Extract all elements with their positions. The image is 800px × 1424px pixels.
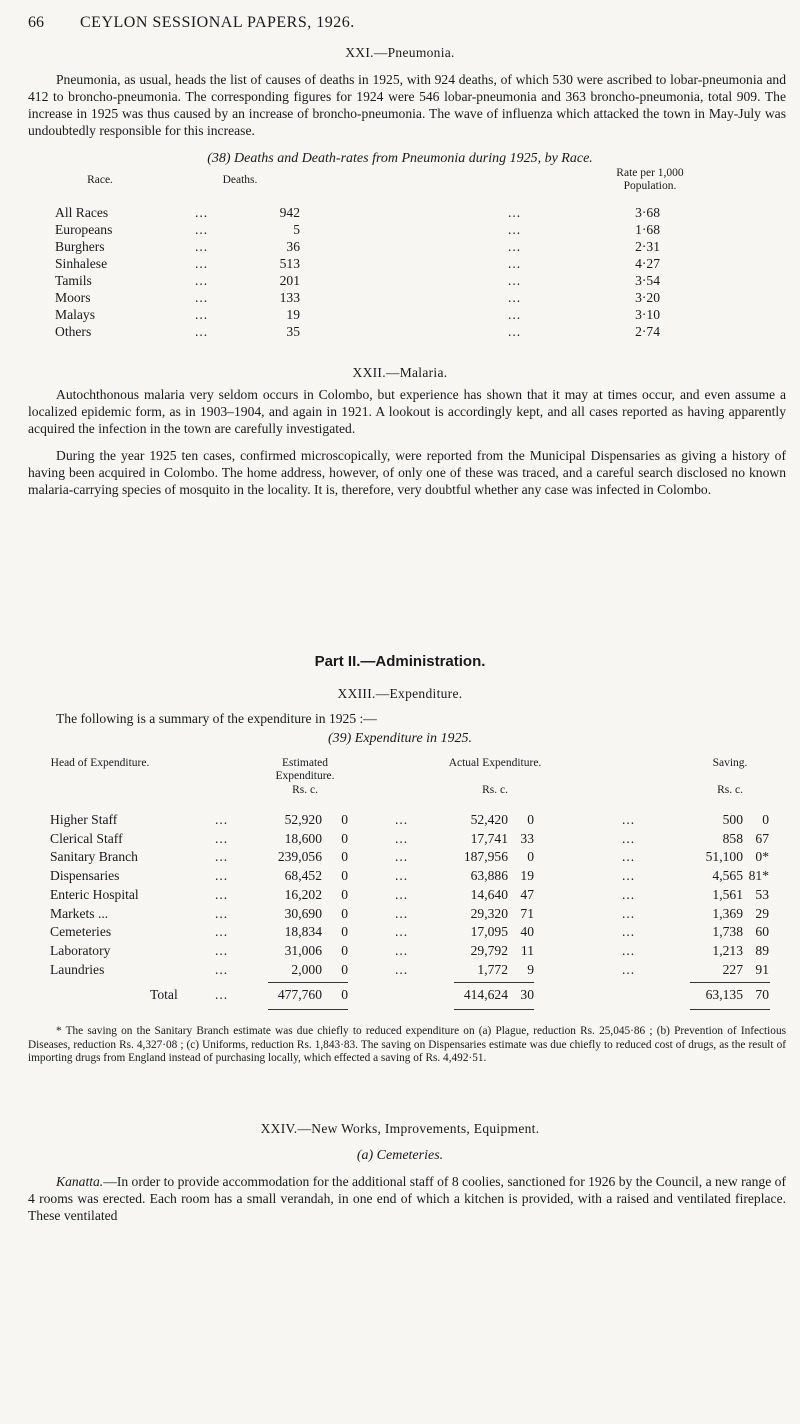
pneumonia-table-title: (38) Deaths and Death-rates from Pneumonia during 1925, by Race.: [207, 151, 593, 166]
row-dots: ...: [622, 961, 636, 977]
expenditure-table-row: [0, 906, 800, 923]
act-rs-cell: 52,420: [470, 812, 508, 827]
act-rs-cell: 63,886: [470, 868, 508, 884]
subtotal-rule-actual: [454, 982, 534, 983]
act-c-cell: 47: [520, 886, 534, 902]
expenditure-footnote: * The saving on the Sanitary Branch estimate was due chiefly to reduced expenditure on (a) Plague, reduction Rs. 25,045·86 ; (b) Prevention of Infectious Diseases, reduction Rs. 4,327·08 ; (c) Uniforms, reduction Rs. 1,843·83. The saving on Dispensaries estimate was due chiefly to reduced cost of drugs, as the result of importing drugs from England instead of purchasing locally, which effected a saving of Rs. 4,492·51.: [28, 1025, 786, 1064]
act-c-cell: 9: [527, 961, 534, 977]
head-cell: Laboratory: [50, 942, 111, 958]
row-dots: ...: [195, 222, 209, 237]
expenditure-table-row: [0, 849, 800, 866]
row-dots: ...: [622, 942, 636, 958]
act-c-cell: 40: [520, 924, 534, 940]
sav-c-cell: 60: [755, 924, 769, 940]
row-dots: ...: [195, 324, 209, 339]
act-rs-cell: 14,640: [470, 886, 508, 902]
col-estimated: Estimated Expenditure.: [275, 757, 335, 782]
head-cell: Dispensaries: [50, 868, 120, 884]
row-dots: ...: [622, 905, 636, 921]
expenditure-table-row: [0, 887, 800, 904]
expenditure-table-row: [0, 812, 800, 829]
head-cell: Sanitary Branch: [50, 849, 138, 865]
pneumonia-table-row: [0, 273, 800, 290]
act-rs-cell: 187,956: [463, 849, 508, 865]
rate-cell: 3·20: [635, 290, 660, 305]
malaria-paragraph-1: Autochthonous malaria very seldom occurs in Colombo, but experience has shown that it may at times occur, and even assume a localized epidemic form, as in 1903–1904, and again in 1921. A lookout is accordingly kept, and all cases reported as having apparently acquired the infection in the town are carefully investigated.: [28, 387, 786, 436]
rate-cell: 2·31: [635, 239, 660, 254]
row-dots: ...: [622, 830, 636, 846]
est-rs-cell: 68,452: [284, 868, 322, 884]
total-act-c: 30: [520, 987, 534, 1002]
row-dots: ...: [215, 812, 229, 827]
expenditure-table-row: [0, 831, 800, 848]
col-actual: Actual Expenditure.: [448, 757, 542, 769]
row-dots: ...: [195, 307, 209, 322]
expenditure-heading: XXIII.—Expenditure.: [337, 686, 463, 701]
total-sav-c: 70: [755, 987, 769, 1002]
pneumonia-table-row: [0, 205, 800, 222]
total-est-c: 0: [341, 987, 348, 1002]
row-dots: ...: [508, 273, 522, 288]
kanatta-paragraph: [28, 1173, 786, 1224]
total-sav-rs: 63,135: [705, 987, 743, 1002]
head-cell: Enteric Hospital: [50, 886, 139, 902]
expenditure-intro: The following is a summary of the expenditure in 1925 :—: [56, 711, 377, 726]
pneumonia-col-rate: Rate per 1,000 Population.: [616, 167, 684, 192]
sav-rs-cell: 4,565: [712, 868, 743, 884]
est-c-cell: 0: [341, 905, 348, 921]
pneumonia-paragraph: Pneumonia, as usual, heads the list of causes of deaths in 1925, with 924 deaths, of which 530 were ascribed to lobar-pneumonia and 412 to broncho-pneumonia. The corresponding figures for 1924 were 546 lobar-pneumonia and 363 broncho-pneumonia, total 909. The increase in 1925 was thus caused by an increase of broncho-pneumonia. The wave of influenza which attacked the town in May-July was undoubtedly responsible for this increase.: [28, 72, 786, 138]
est-rs-cell: 30,690: [284, 905, 322, 921]
row-dots: ...: [195, 239, 209, 254]
malaria-paragraph-2: During the year 1925 ten cases, confirmed microscopically, were reported from the Municipal Dispensaries as giving a history of having been acquired in Colombo. The home address, however, of only one of these was traced, and a careful search disclosed no known malaria-carrying species of mosquito in the locality. It is, therefore, very doubtful whether any case was infected in Colombo.: [28, 448, 786, 497]
running-title: CEYLON SESSIONAL PAPERS, 1926.: [80, 14, 355, 31]
race-cell: Tamils: [55, 273, 92, 288]
race-cell: Moors: [55, 290, 91, 305]
est-c-cell: 0: [341, 812, 348, 827]
rate-cell: 3·10: [635, 307, 660, 322]
row-dots: ...: [195, 273, 209, 288]
row-dots: ...: [215, 886, 229, 902]
deaths-cell: 35: [286, 324, 300, 339]
col-saving: Saving.: [712, 757, 748, 769]
act-rs-cell: 17,095: [470, 924, 508, 940]
act-c-cell: 71: [520, 905, 534, 921]
row-dots: ...: [395, 849, 409, 865]
row-dots: ...: [622, 812, 636, 827]
sav-c-cell: 0*: [755, 849, 769, 865]
rate-cell: 3·68: [635, 205, 660, 220]
est-c-cell: 0: [341, 942, 348, 958]
total-rule-saving: [690, 1009, 770, 1010]
pneumonia-table-row: [0, 222, 800, 239]
sav-rs-cell: 1,561: [712, 886, 743, 902]
row-dots: ...: [395, 905, 409, 921]
est-rs-cell: 18,834: [284, 924, 322, 940]
deaths-cell: 19: [286, 307, 300, 322]
total-rule-actual: [454, 1009, 534, 1010]
head-cell: Laundries: [50, 961, 105, 977]
row-dots: ...: [508, 307, 522, 322]
sav-rs-cell: 227: [722, 961, 743, 977]
row-dots: ...: [395, 961, 409, 977]
act-c-cell: 19: [520, 868, 534, 884]
subtotal-rule-saving: [690, 982, 770, 983]
sav-c-cell: 89: [755, 942, 769, 958]
sav-rs-cell: 51,100: [705, 849, 743, 865]
act-c-cell: 11: [520, 942, 534, 958]
sav-c-cell: 67: [755, 830, 769, 846]
est-c-cell: 0: [341, 868, 348, 884]
est-rs-cell: 239,056: [277, 849, 322, 865]
est-c-cell: 0: [341, 886, 348, 902]
race-cell: Europeans: [55, 222, 113, 237]
expenditure-total-row: [0, 987, 800, 1004]
race-cell: Others: [55, 324, 92, 339]
row-dots: ...: [195, 256, 209, 271]
total-est-rs: 477,760: [277, 987, 322, 1002]
rate-cell: 2·74: [635, 324, 660, 339]
row-dots: ...: [395, 812, 409, 827]
deaths-cell: 36: [286, 239, 300, 254]
pneumonia-table-row: [0, 307, 800, 324]
total-act-rs: 414,624: [463, 987, 508, 1002]
row-dots: ...: [215, 868, 229, 884]
row-dots: ...: [508, 290, 522, 305]
act-rs-cell: 1,772: [477, 961, 508, 977]
act-rs-cell: 29,792: [470, 942, 508, 958]
row-dots: ...: [622, 924, 636, 940]
row-dots: ...: [508, 205, 522, 220]
head-cell: Clerical Staff: [50, 830, 123, 846]
row-dots: ...: [395, 924, 409, 940]
est-rs-cell: 2,000: [291, 961, 322, 977]
expenditure-table-row: [0, 924, 800, 941]
expenditure-table-title: (39) Expenditure in 1925.: [327, 731, 473, 746]
expenditure-table-row: [0, 962, 800, 979]
pneumonia-table-row: [0, 324, 800, 341]
unit-saving: Rs. c.: [717, 784, 743, 796]
deaths-cell: 942: [279, 205, 300, 220]
col-head-of-expenditure: Head of Expenditure.: [50, 757, 150, 769]
part-two-title: Part II.—Administration.: [314, 653, 486, 670]
pneumonia-table-row: [0, 290, 800, 307]
rate-cell: 4·27: [635, 256, 660, 271]
deaths-cell: 133: [279, 290, 300, 305]
row-dots: ...: [195, 290, 209, 305]
page-header: [28, 14, 772, 36]
act-rs-cell: 29,320: [470, 905, 508, 921]
pneumonia-table-row: [0, 239, 800, 256]
sav-c-cell: 81*: [748, 868, 769, 884]
rate-cell: 1·68: [635, 222, 660, 237]
expenditure-table-row: [0, 868, 800, 885]
sav-rs-cell: 1,369: [712, 905, 743, 921]
row-dots: ...: [508, 222, 522, 237]
pneumonia-col-deaths: Deaths.: [222, 174, 258, 186]
row-dots: ...: [215, 905, 229, 921]
row-dots: ...: [622, 886, 636, 902]
row-dots: ...: [215, 961, 229, 977]
deaths-cell: 201: [279, 273, 300, 288]
race-cell: Burghers: [55, 239, 105, 254]
rate-cell: 3·54: [635, 273, 660, 288]
pneumonia-heading: XXI.—Pneumonia.: [345, 45, 455, 60]
row-dots: ...: [508, 239, 522, 254]
unit-estimated: Rs. c.: [292, 784, 318, 796]
row-dots: ...: [395, 830, 409, 846]
deaths-cell: 5: [293, 222, 300, 237]
sav-rs-cell: 1,213: [712, 942, 743, 958]
kanatta-text: —In order to provide accommodation for the additional staff of 8 coolies, sanctioned for 1926 by the Council, a new range of 4 rooms was erected. Each room has a small verandah, in one end of which a kitchen is provided, with a raised and ventilated fireplace. These ventilated: [28, 1174, 786, 1223]
row-dots: ...: [622, 849, 636, 865]
sav-rs-cell: 1,738: [712, 924, 743, 940]
new-works-heading: XXIV.—New Works, Improvements, Equipment.: [260, 1121, 540, 1136]
row-dots: ...: [395, 886, 409, 902]
kanatta-lead: Kanatta.: [56, 1174, 104, 1189]
sav-rs-cell: 858: [722, 830, 743, 846]
unit-actual: Rs. c.: [482, 784, 508, 796]
est-rs-cell: 18,600: [284, 830, 322, 846]
deaths-cell: 513: [279, 256, 300, 271]
est-c-cell: 0: [341, 830, 348, 846]
est-c-cell: 0: [341, 924, 348, 940]
row-dots: ...: [508, 324, 522, 339]
row-dots: ...: [195, 205, 209, 220]
row-dots: ...: [215, 849, 229, 865]
pneumonia-table-row: [0, 256, 800, 273]
malaria-heading: XXII.—Malaria.: [352, 365, 448, 380]
act-c-cell: 0: [527, 812, 534, 827]
est-rs-cell: 31,006: [284, 942, 322, 958]
row-dots: ...: [395, 868, 409, 884]
cemeteries-subheading: (a) Cemeteries.: [356, 1148, 444, 1163]
race-cell: Malays: [55, 307, 96, 322]
race-cell: All Races: [55, 205, 109, 220]
est-c-cell: 0: [341, 849, 348, 865]
row-dots: ...: [395, 942, 409, 958]
sav-c-cell: 91: [755, 961, 769, 977]
total-dots: ...: [215, 987, 229, 1002]
head-cell: Higher Staff: [50, 812, 118, 827]
subtotal-rule-estimated: [268, 982, 348, 983]
expenditure-table-row: [0, 943, 800, 960]
sav-c-cell: 53: [755, 886, 769, 902]
est-c-cell: 0: [341, 961, 348, 977]
race-cell: Sinhalese: [55, 256, 108, 271]
total-label: Total: [150, 987, 178, 1002]
pneumonia-col-race: Race.: [87, 174, 113, 186]
head-cell: Cemeteries: [50, 924, 112, 940]
est-rs-cell: 52,920: [284, 812, 322, 827]
act-c-cell: 33: [520, 830, 534, 846]
sav-rs-cell: 500: [722, 812, 743, 827]
row-dots: ...: [215, 830, 229, 846]
est-rs-cell: 16,202: [284, 886, 322, 902]
act-c-cell: 0: [527, 849, 534, 865]
row-dots: ...: [622, 868, 636, 884]
sav-c-cell: 0: [762, 812, 769, 827]
sav-c-cell: 29: [755, 905, 769, 921]
page-number: 66: [28, 14, 44, 31]
head-cell: Markets ...: [50, 905, 109, 921]
act-rs-cell: 17,741: [470, 830, 508, 846]
total-rule-estimated: [268, 1009, 348, 1010]
row-dots: ...: [215, 942, 229, 958]
row-dots: ...: [215, 924, 229, 940]
row-dots: ...: [508, 256, 522, 271]
